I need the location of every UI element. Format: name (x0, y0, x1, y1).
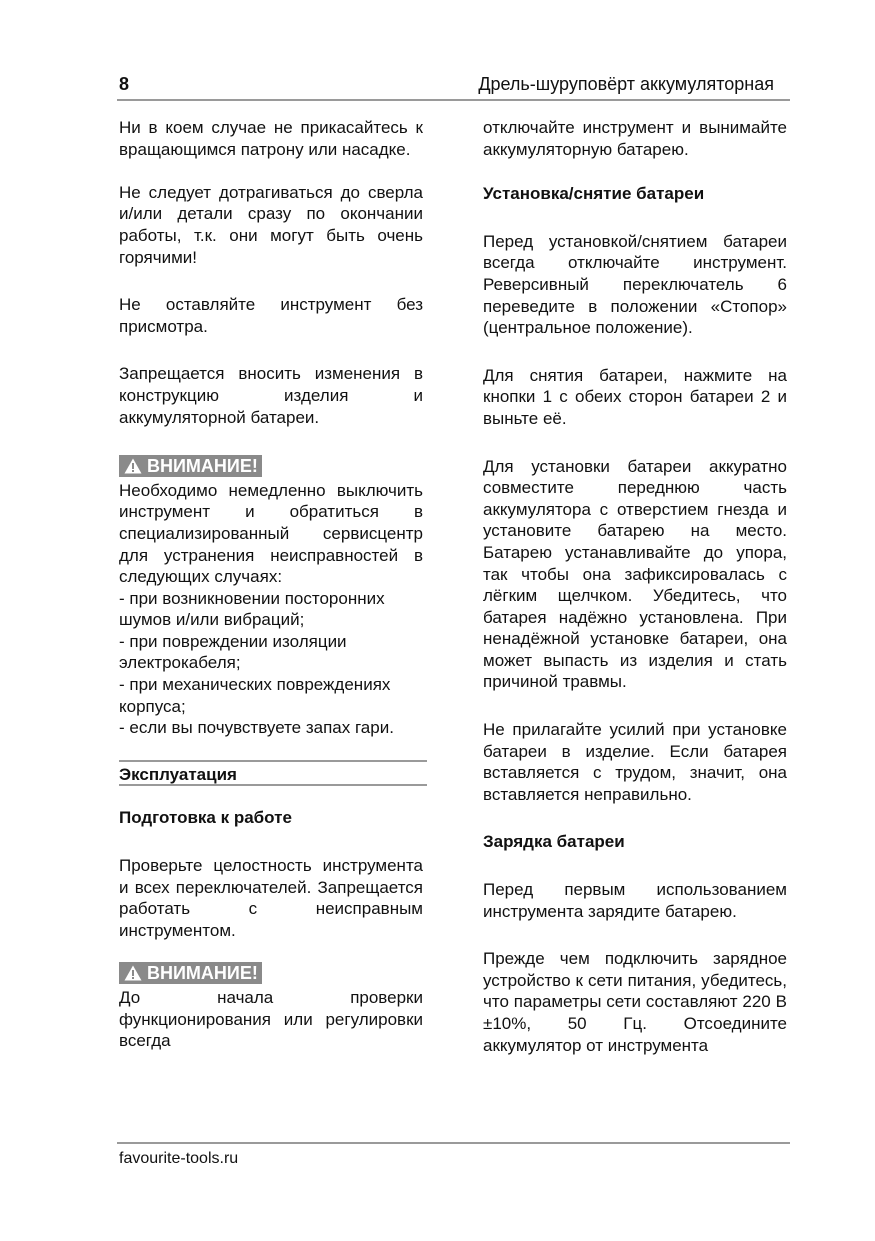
left-column (119, 117, 423, 1052)
list-item: - если вы почувствуете запах гари. (119, 718, 394, 738)
header-rule (117, 99, 790, 101)
warning-badge (119, 455, 262, 477)
subheading: Установка/снятие батареи (483, 184, 705, 204)
section-title: Эксплуатация (119, 760, 427, 786)
paragraph: Перед установкой/снятием батареи всегда отключайте инструмент. Реверсивный переключатель 6 переведите в положении «Стопор» (центральное положение). (483, 231, 787, 338)
warning-block (119, 454, 423, 739)
subheading: Зарядка батареи (483, 832, 625, 852)
paragraph: Запрещается вносить изменения в конструкцию изделия и аккумуляторной батареи. (119, 364, 423, 427)
paragraph: Для установки батареи аккуратно совместите переднюю часть аккумулятора с отверстием гнезда и установите батарею на место. Батарею устанавливайте до упора, так чтобы она зафиксировалась с лёгким щелчком. Убедитесь, что батарея надёжно установлена. При ненадёжной установке батареи, она может выпасть из изделия и стать причиной травмы. (483, 456, 787, 692)
paragraph: Прежде чем подключить зарядное устройство к сети питания, убедитесь, что параметры сети составляют 220 В ±10%, 50 Гц. Отсоедините аккумулятор от инструмента (483, 949, 787, 1055)
warning-triangle-icon (124, 458, 142, 474)
paragraph: Проверьте целостность инструмента и всех переключателей. Запрещается работать с неисправным инструментом. (119, 856, 423, 940)
paragraph: Для снятия батареи, нажмите на кнопки 1 с обеих сторон батареи 2 и выньте её. (483, 365, 787, 428)
warning-text: Необходимо немедленно выключить инструмент и обратиться в специализированный сервисцентр для устранения неисправностей в следующих случаях: (119, 480, 423, 587)
footer-rule (117, 1142, 790, 1144)
page-number: 8 (119, 74, 130, 94)
paragraph: Перед первым использованием инструмента зарядите батарею. (483, 880, 787, 921)
paragraph: Не следует дотрагиваться до сверла и/или детали сразу по окончании работы, т.к. они могут быть очень горячими! (119, 182, 423, 267)
paragraph: Не оставляйте инструмент без присмотра. (119, 295, 423, 336)
warning-label: ВНИМАНИЕ! (147, 963, 258, 984)
warning-block (119, 961, 423, 1051)
running-title: Дрель-шуруповёрт аккумуляторная (478, 74, 774, 94)
list-item: - при механических повреждениях корпуса; (119, 675, 391, 716)
paragraph: Не прилагайте усилий при установке батареи в изделие. Если батарея вставляется с трудом, значит, она вставляется неправильно. (483, 720, 787, 804)
warning-text: До начала проверки функционирования или регулировки всегда (119, 988, 423, 1051)
footer-url: favourite-tools.ru (119, 1150, 239, 1167)
list-item: - при повреждении изоляции электрокабеля; (119, 631, 347, 673)
paragraph: отключайте инструмент и вынимайте аккумуляторную батарею. (483, 118, 787, 159)
warning-badge (119, 962, 262, 984)
warning-label: ВНИМАНИЕ! (147, 456, 258, 477)
subheading: Подготовка к работе (119, 808, 292, 828)
list-item: - при возникновении посторонних шумов и/или вибраций; (119, 588, 385, 630)
right-column (483, 117, 787, 1078)
paragraph: Ни в коем случае не прикасайтесь к вращающимся патрону или насадке. (119, 118, 423, 159)
warning-triangle-icon (124, 965, 142, 981)
